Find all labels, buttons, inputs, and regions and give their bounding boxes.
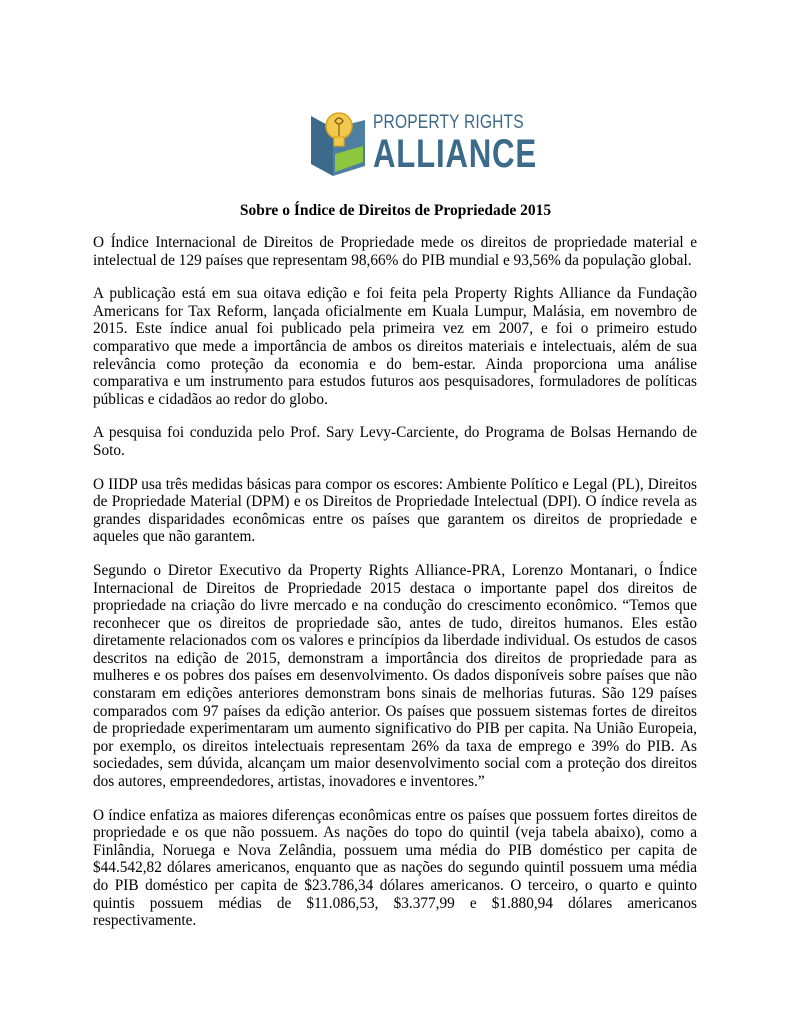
property-rights-alliance-logo [309,106,537,178]
document-title: Sobre o Índice de Direitos de Propriedade 2015 [239,202,552,219]
lightbulb-book-icon [309,106,371,178]
logo-wordmark [373,106,537,178]
document-body [93,234,697,946]
logo-line-property-rights: PROPERTY RIGHTS [373,112,524,133]
paragraph-publication: A publicação está em sua oitava edição e foi feita pela Property Rights Alliance da Fundação Americans for Tax Reform, lançada oficialmente em Kuala Lumpur, Malásia, em novembro de 2015. Este índice anual foi publicado pela primeira vez em 2007, e foi o primeiro estudo comparativo que mede a importância de ambos os direitos materiais e intelectuais, além de sua relevância como proteção da economia e do bem-estar. Ainda proporciona uma análise comparativa e um instrumento para estudos futuros aos pesquisadores, formuladores de políticas públicas e cidadãos ao redor do globo. [93,285,697,408]
paragraph-research: A pesquisa foi conduzida pelo Prof. Sary Levy-Carciente, do Programa de Bolsas Hernando de Soto. [93,424,697,459]
paragraph-measures: O IIDP usa três medidas básicas para compor os escores: Ambiente Político e Legal (PL), Direitos de Propriedade Material (DPM) e os Direitos de Propriedade Intelectual (DPI). O índice revela as grandes disparidades econômicas entre os países que garantem os direitos de propriedade e aqueles que não garantem. [93,475,697,546]
paragraph-quintiles: O índice enfatiza as maiores diferenças econômicas entre os países que possuem fortes direitos de propriedade e os que não possuem. As nações do topo do quintil (veja tabela abaixo), como a Finlândia, Noruega e Nova Zelândia, possuem uma média do PIB doméstico per capita de $44.542,82 dólares americanos, enquanto que as nações do segundo quintil possuem uma média do PIB doméstico per capita de $23.786,34 dólares americanos. O terceiro, o quarto e quinto quintis possuem médias de $11.086,53, $3.377,99 e $1.880,94 dólares americanos respectivamente. [93,806,697,930]
paragraph-director-quote: Segundo o Diretor Executivo da Property Rights Alliance-PRA, Lorenzo Montanari, o Índice Internacional de Direitos de Propriedade 2015 destaca o importante papel dos direitos de propriedade na criação do livre mercado e na condução do crescimento econômico. “Temos que reconhecer que os direitos de propriedade são, antes de tudo, direitos humanos. Eles estão diretamente relacionados com os valores e princípios da liberdade individual. Os estudos de casos descritos na edição de 2015, demonstram a importância dos direitos de propriedade para as mulheres e os pobres dos países em desenvolvimento. Os dados disponíveis sobre países que não constaram em edições anteriores demonstram bons sinais de melhorias futuras. São 129 países comparados com 97 países da edição anterior. Os países que possuem sistemas fortes de direitos de propriedade experimentaram um aumento significativo do PIB per capita. Na União Europeia, por exemplo, os direitos intelectuais representam 26% da taxa de emprego e 39% do PIB. As sociedades, sem dúvida, alcançam um maior desenvolvimento social com a proteção dos direitos dos autores, empreendedores, artistas, inovadores e inventores.” [93,561,697,791]
logo-line-alliance: ALLIANCE [373,132,537,176]
paragraph-intro: O Índice Internacional de Direitos de Propriedade mede os direitos de propriedade material e intelectual de 129 países que representam 98,66% do PIB mundial e 93,56% da população global. [93,234,697,269]
